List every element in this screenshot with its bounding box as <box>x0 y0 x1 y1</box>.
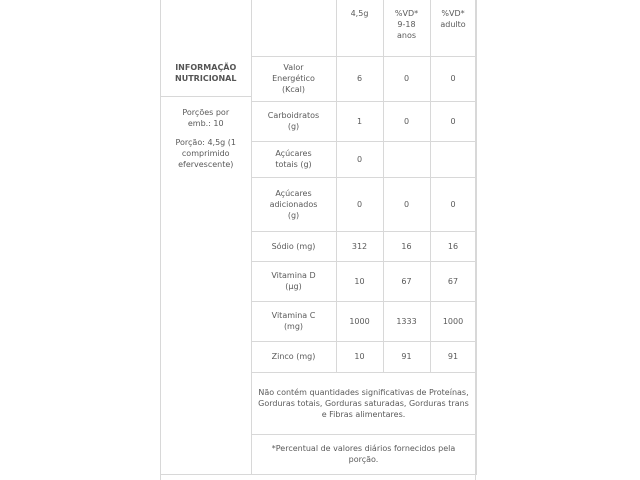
label-line: Valor <box>283 63 304 72</box>
vd-adult-cell: 16 <box>430 231 476 261</box>
vd-kids-cell <box>383 141 430 177</box>
nutrient-label <box>251 341 336 372</box>
label-line: Vitamina D <box>271 271 316 280</box>
vd-adult-cell: 91 <box>430 341 476 372</box>
header-text: 4,5g <box>350 9 369 18</box>
footnote: *Percentual de valores diários fornecidos pela porção. <box>251 434 476 474</box>
amount-cell: 10 <box>336 341 383 372</box>
amount-cell: 1000 <box>336 301 383 341</box>
label-line: (µg) <box>285 282 302 291</box>
vd-kids-cell: 16 <box>383 231 430 261</box>
label-line: Açúcares <box>275 149 312 158</box>
label-line: Vitamina C <box>271 311 316 320</box>
text-line: emb.: 10 <box>187 119 224 128</box>
vd-kids-cell: 91 <box>383 341 430 372</box>
nutrient-label <box>251 101 336 141</box>
text-line: Porção: 4,5g (1 <box>175 138 237 147</box>
nutrient-label <box>251 301 336 341</box>
vd-adult-cell: 0 <box>430 101 476 141</box>
amount-cell: 312 <box>336 231 383 261</box>
nutrient-label <box>251 177 336 231</box>
label-line: Carboidratos <box>267 111 320 120</box>
header-text: anos <box>396 31 417 40</box>
label-line: (mg) <box>283 322 304 331</box>
portions-per-package <box>165 107 247 129</box>
header-blank <box>251 0 336 56</box>
section-title <box>165 62 247 84</box>
label-line: Zinco (mg) <box>271 352 316 361</box>
amount-cell: 6 <box>336 56 383 101</box>
label-line: (Kcal) <box>281 85 305 94</box>
label-line: (g) <box>287 210 300 220</box>
vd-adult-cell: 0 <box>430 56 476 101</box>
label-line: Sódio (mg) <box>271 241 316 251</box>
not-significant-note: Não contém quantidades significativas de Proteínas, Gorduras totais, Gorduras saturadas, Gorduras trans e Fibras alimentares. <box>251 372 476 434</box>
label-line: totais (g) <box>275 160 312 169</box>
header-row <box>161 0 476 56</box>
column-header-amount <box>336 0 383 56</box>
nutrition-table <box>161 0 477 475</box>
sidebar-info <box>161 0 251 474</box>
header-text: adulto <box>440 20 466 29</box>
vd-adult-cell <box>430 141 476 177</box>
nutrient-label <box>251 141 336 177</box>
amount-cell: 1 <box>336 101 383 141</box>
vd-adult-cell: 67 <box>430 261 476 301</box>
vd-kids-cell: 67 <box>383 261 430 301</box>
label-line: (g) <box>287 122 300 131</box>
label-line: Açúcares <box>275 188 312 198</box>
column-header-vd-adult <box>430 0 476 56</box>
header-text: %VD* <box>441 9 465 18</box>
text-line: Porções por <box>182 108 230 117</box>
vd-kids-cell: 1333 <box>383 301 430 341</box>
nutrient-label <box>251 231 336 261</box>
vd-adult-cell: 0 <box>430 177 476 231</box>
label-line: adicionados <box>269 199 318 209</box>
amount-cell: 0 <box>336 177 383 231</box>
amount-cell: 0 <box>336 141 383 177</box>
header-text: %VD* <box>394 9 419 18</box>
amount-cell: 10 <box>336 261 383 301</box>
vd-adult-cell: 1000 <box>430 301 476 341</box>
title-line: INFORMAÇÃO <box>175 63 237 72</box>
divider <box>161 96 251 97</box>
header-text: 9-18 <box>397 20 416 29</box>
portion-size <box>165 137 247 170</box>
vd-kids-cell: 0 <box>383 101 430 141</box>
nutrient-label <box>251 56 336 101</box>
label-line: Energético <box>272 74 315 83</box>
text-line: efervescente) <box>178 160 234 169</box>
vd-kids-cell: 0 <box>383 177 430 231</box>
title-line: NUTRICIONAL <box>175 74 237 83</box>
vd-kids-cell: 0 <box>383 56 430 101</box>
nutrition-facts-panel <box>160 0 476 480</box>
column-header-vd-kids <box>383 0 430 56</box>
text-line: comprimido <box>181 149 230 158</box>
nutrient-label <box>251 261 336 301</box>
